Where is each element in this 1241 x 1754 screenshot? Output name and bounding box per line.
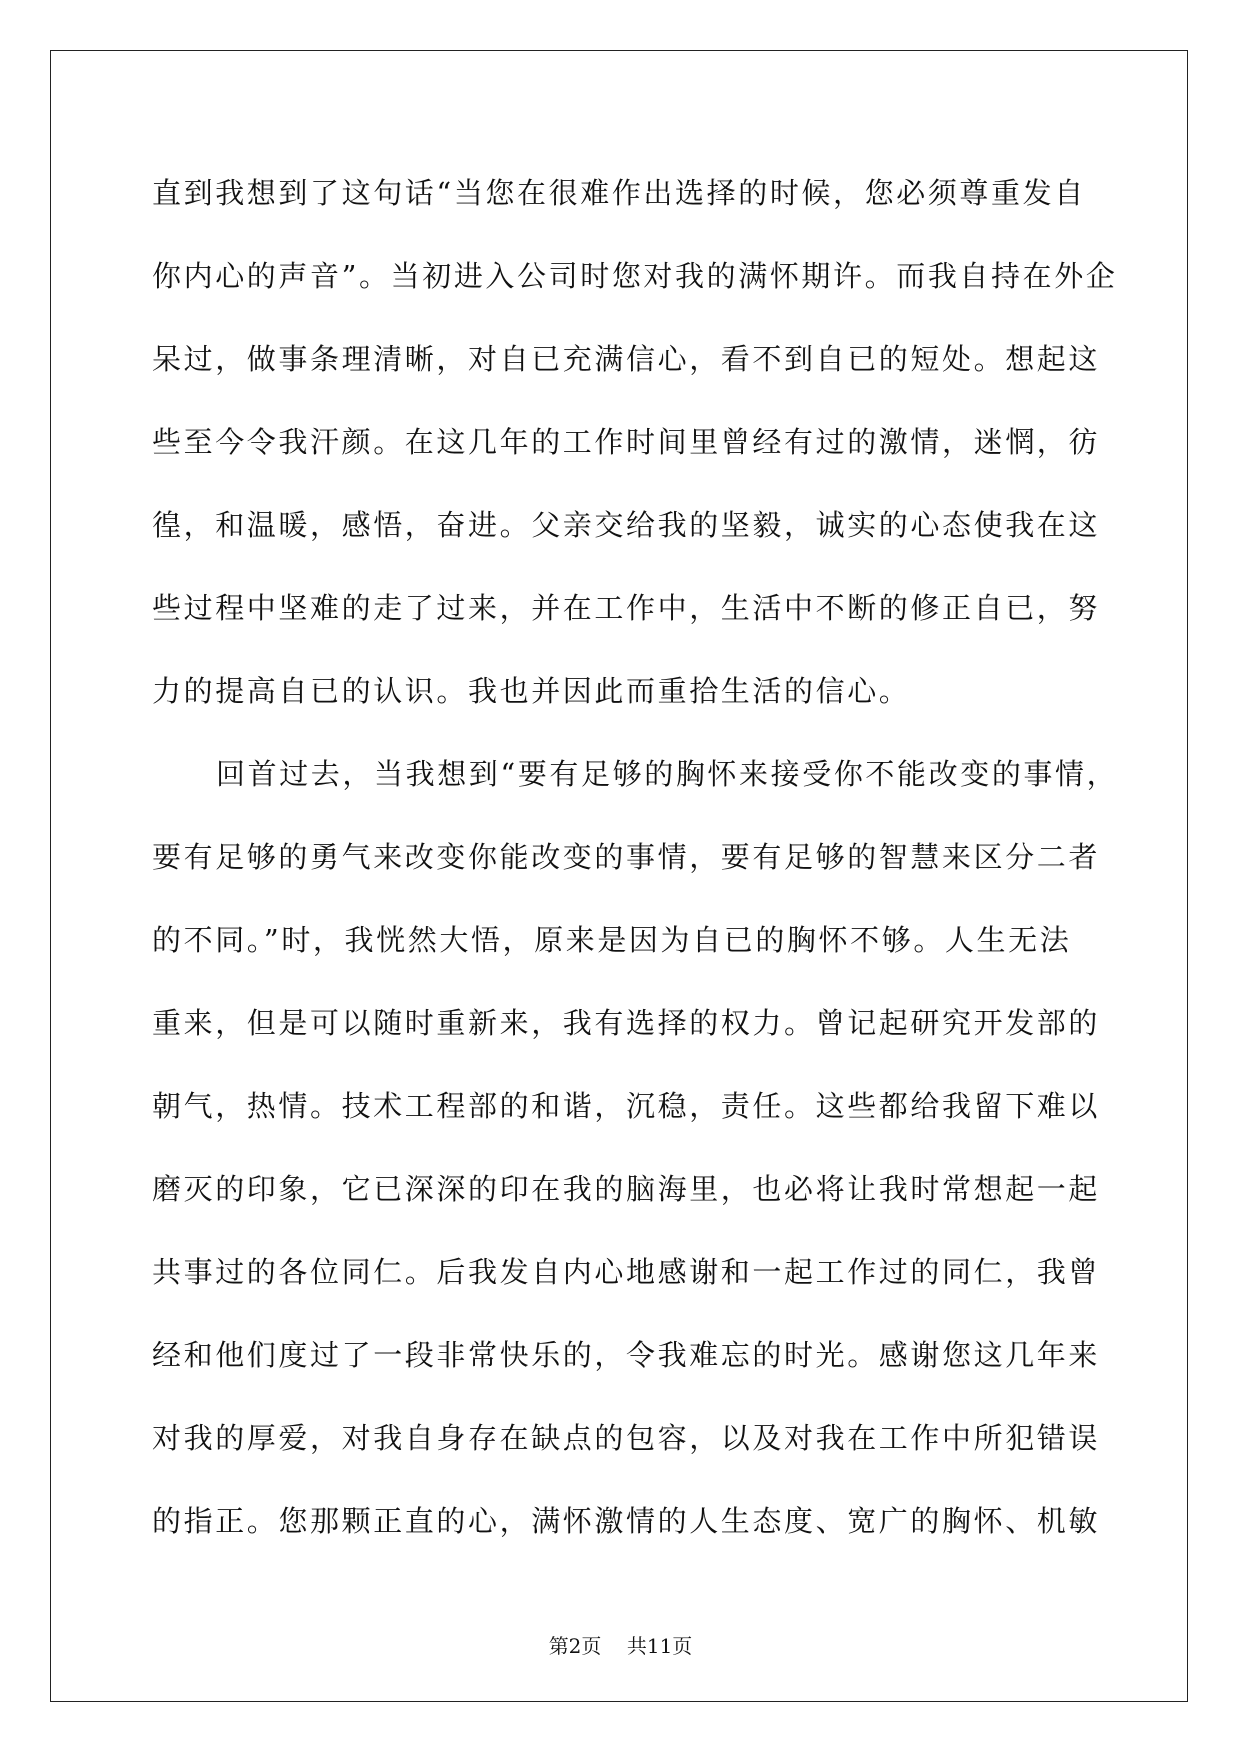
text-line: 的指正。您那颗正直的心，满怀激情的人生态度、宽广的胸怀、机敏	[152, 1504, 1101, 1538]
text-line: 呆过，做事条理清晰，对自已充满信心，看不到自已的短处。想起这	[152, 342, 1101, 376]
page-number: 第2页	[548, 1634, 602, 1658]
text-line: 些过程中坚难的走了过来，并在工作中，生活中不断的修正自已，努	[152, 591, 1101, 625]
text-line: 要有足够的勇气来改变你能改变的事情，要有足够的智慧来区分二者	[152, 840, 1101, 874]
paragraph-start-line: 回首过去，当我想到“要有足够的胸怀来接受你不能改变的事情，	[216, 757, 1119, 791]
page-footer	[0, 1630, 1241, 1659]
text-line: 力的提高自已的认识。我也并因此而重拾生活的信心。	[152, 674, 911, 708]
document-body	[152, 152, 1119, 1563]
text-line: 重来，但是可以随时重新来，我有选择的权力。曾记起研究开发部的	[152, 1006, 1101, 1040]
text-line: 的不同。”时，我恍然大悟，原来是因为自已的胸怀不够。人生无法	[152, 923, 1072, 957]
text-line: 徨，和温暖，感悟，奋进。父亲交给我的坚毅，诚实的心态使我在这	[152, 508, 1101, 542]
text-line: 些至今令我汗颜。在这几年的工作时间里曾经有过的激情，迷惘，彷	[152, 425, 1101, 459]
text-line: 你内心的声音”。当初进入公司时您对我的满怀期许。而我自持在外企	[152, 259, 1118, 293]
text-line: 朝气，热情。技术工程部的和谐，沉稳，责任。这些都给我留下难以	[152, 1089, 1101, 1123]
text-line: 磨灭的印象，它已深深的印在我的脑海里，也必将让我时常想起一起	[152, 1172, 1101, 1206]
text-line: 共事过的各位同仁。后我发自内心地感谢和一起工作过的同仁，我曾	[152, 1255, 1101, 1289]
page-total: 共11页	[626, 1634, 693, 1658]
text-line: 对我的厚爱，对我自身存在缺点的包容，以及对我在工作中所犯错误	[152, 1421, 1101, 1455]
text-line: 直到我想到了这句话“当您在很难作出选择的时候，您必须尊重发自	[152, 176, 1086, 210]
text-line: 经和他们度过了一段非常快乐的，令我难忘的时光。感谢您这几年来	[152, 1338, 1101, 1372]
